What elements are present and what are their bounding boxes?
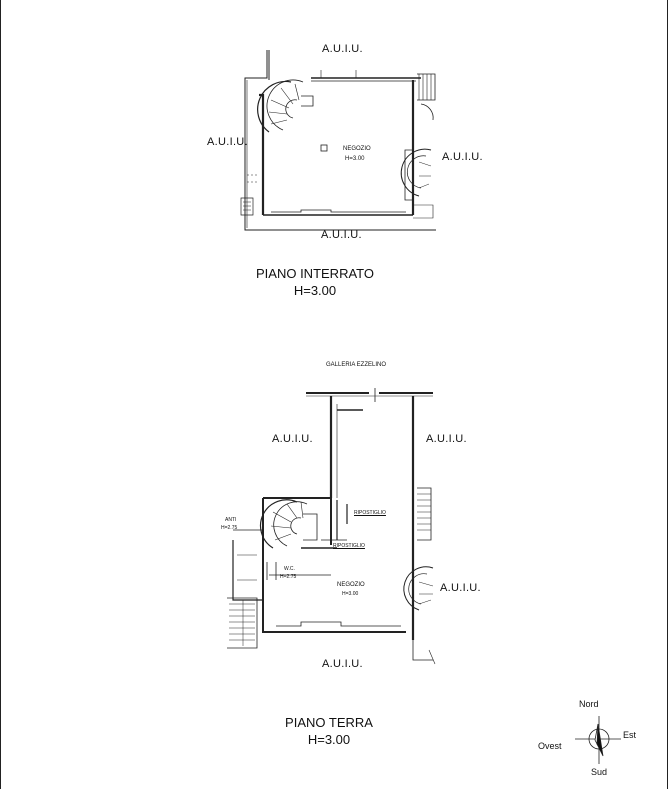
- basement-aiu-top: A.U.I.U.: [322, 43, 363, 55]
- compass-south-label: Sud: [591, 767, 608, 777]
- ground-ripostiglio-1: RIPOSTIGLIO: [354, 510, 386, 516]
- ground-room-name: NEGOZIO: [337, 582, 365, 588]
- ground-aiu-right-bottom: A.U.I.U.: [440, 582, 481, 594]
- basement-aiu-bottom: A.U.I.U.: [321, 229, 362, 241]
- ground-height-text: H=3.00: [307, 732, 351, 747]
- ground-aiu-left: A.U.I.U.: [272, 433, 313, 445]
- compass-north-label: Nord: [579, 699, 599, 709]
- basement-title: [235, 265, 395, 299]
- ground-gallery-label: GALLERIA EZZELINO: [326, 362, 387, 368]
- ground-aiu-bottom: A.U.I.U.: [322, 658, 363, 670]
- compass-west-label: Ovest: [538, 741, 562, 751]
- basement-room-name: NEGOZIO: [343, 146, 371, 152]
- basement-aiu-right: A.U.I.U.: [442, 151, 483, 163]
- ground-wc-height: H=2.75: [280, 574, 297, 580]
- ground-ripostiglio-2: RIPOSTIGLIO: [333, 543, 365, 549]
- basement-title-text: PIANO INTERRATO: [256, 266, 374, 281]
- basement-room-height: H=3.00: [345, 156, 365, 162]
- basement-aiu-left: A.U.I.U.: [207, 136, 248, 148]
- compass-rose: [1, 0, 668, 789]
- basement-height-text: H=3.00: [293, 283, 337, 298]
- ground-aux-height: H=2.75: [221, 525, 238, 531]
- compass-east-label: Est: [623, 730, 637, 740]
- ground-title: [249, 714, 409, 748]
- ground-aiu-right-top: A.U.I.U.: [426, 433, 467, 445]
- ground-title-text: PIANO TERRA: [285, 715, 373, 730]
- ground-aux-room: ANTI: [225, 517, 237, 523]
- ground-room-height: H=3.00: [342, 591, 359, 597]
- ground-wc-label: W.C.: [284, 566, 295, 572]
